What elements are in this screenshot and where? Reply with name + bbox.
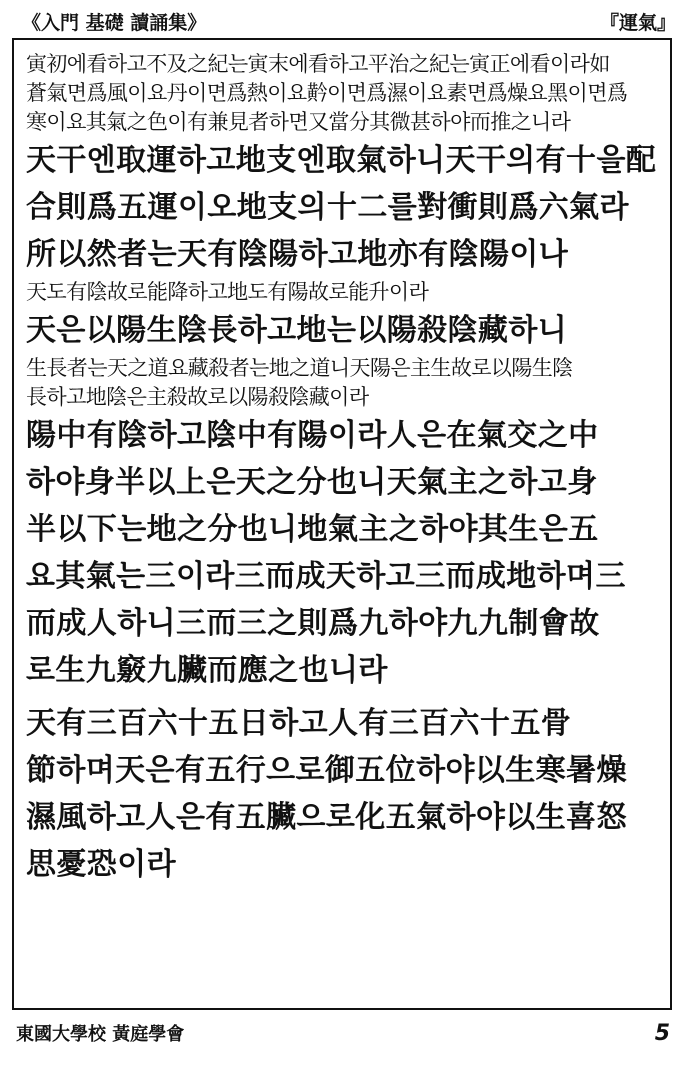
text-line: 合則爲五運이오地支의十二를對衝則爲六氣라 <box>26 190 629 225</box>
book-title: 《入門 基礎 讀誦集》 <box>22 11 207 34</box>
text-line: 陽中有陰하고陰中有陽이라人은在氣交之中 <box>26 418 599 453</box>
text-line: 蒼氣면爲風이요丹이면爲熱이요黅이면爲濕이요素면爲燥요黑이면爲 <box>26 81 628 105</box>
text-block <box>26 278 660 307</box>
text-body <box>26 50 660 888</box>
text-line: 節하며天은有五行으로御五位하야以生寒暑燥 <box>26 753 627 788</box>
text-line: 而成人하니三而三之則爲九하야九九制會故 <box>26 606 600 641</box>
text-line: 寅初에看하고不及之紀는寅末에看하고平治之紀는寅正에看이라如 <box>26 52 610 76</box>
text-line: 寒이요其氣之色이有兼見者하면又當分其微甚하야而推之니라 <box>26 110 571 134</box>
publisher: 東國大學校 黃庭學會 <box>16 1024 185 1045</box>
text-line: 思憂恐이라 <box>26 847 176 882</box>
text-line: 半以下는地之分也니地氣主之하야其生은五 <box>26 512 599 547</box>
page-number: 5 <box>654 1020 670 1046</box>
text-line: 生長者는天之道요藏殺者는地之道니天陽은主生故로以陽生陰 <box>26 356 573 380</box>
text-block <box>26 700 660 888</box>
text-block <box>26 137 660 278</box>
page-header <box>22 6 676 36</box>
text-line: 天有三百六十五日하고人有三百六十五骨 <box>26 706 572 741</box>
text-frame <box>12 38 672 1010</box>
text-block <box>26 307 660 354</box>
text-line: 天干엔取運하고地支엔取氣하니天干의有十을配 <box>26 143 657 178</box>
text-block <box>26 50 660 137</box>
text-line: 하야身半以上은天之分也니天氣主之하고身 <box>26 465 598 500</box>
text-block <box>26 412 660 694</box>
text-line: 所以然者는天有陰陽하고地亦有陰陽이나 <box>26 237 569 272</box>
page-footer <box>16 1018 670 1048</box>
text-line: 濕風하고人은有五臟으로化五氣하야以生喜怒 <box>26 800 627 835</box>
text-block <box>26 354 660 412</box>
text-line: 로生九竅九臟而應之也니라 <box>26 653 388 688</box>
chapter-title: 『運氣』 <box>599 11 676 34</box>
text-line: 天은以陽生陰長하고地는以陽殺陰藏하니 <box>26 313 568 348</box>
text-line: 長하고地陰은主殺故로以陽殺陰藏이라 <box>26 385 369 409</box>
text-line: 요其氣는三이라三而成天하고三而成地하며三 <box>26 559 626 594</box>
text-line: 天도有陰故로能降하고地도有陽故로能升이라 <box>26 280 429 304</box>
